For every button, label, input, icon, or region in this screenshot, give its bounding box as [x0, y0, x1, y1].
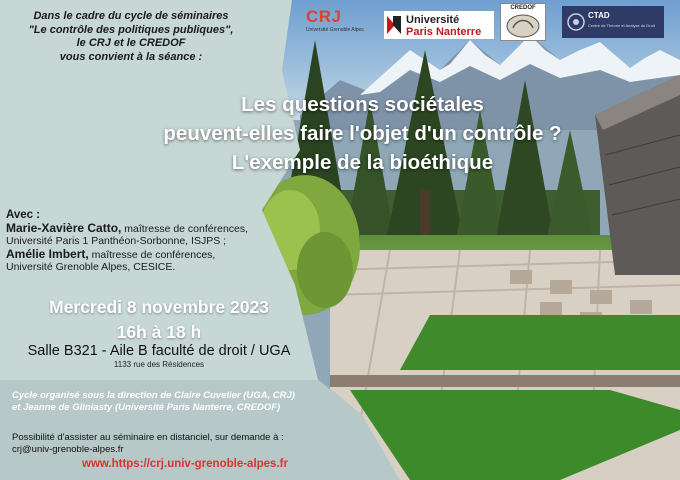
ctad-emblem-icon [566, 12, 586, 32]
title-line: Les questions sociétales [241, 93, 484, 116]
organizers-note [12, 390, 372, 414]
speaker-role: maîtresse de conférences, [121, 222, 249, 235]
partner-logos [300, 3, 680, 43]
event-datetime [0, 295, 318, 345]
universite-paris-nanterre-logo: Université Paris Nanterre [384, 11, 494, 39]
speakers-block [6, 209, 296, 274]
organizers-line: et Jeanne de Gliniasty (Université Paris Nanterre, CREDOF) [12, 402, 281, 413]
event-address: 1133 rue des Résidences [113, 360, 205, 369]
speaker-affiliation: Université Grenoble Alpes, CESICE. [6, 261, 176, 274]
ctad-logo: CTAD Centre de Théorie et Analyse du Droit [562, 6, 664, 38]
speaker-affiliation: Université Paris 1 Panthéon-Sorbonne, ISJPS ; [6, 235, 227, 248]
speaker-item [6, 222, 296, 248]
remote-attendance-note [12, 432, 382, 456]
seminar-title [85, 90, 640, 177]
credof-logo: CREDOF [500, 3, 546, 41]
speaker-name: Marie-Xavière Catto, [6, 220, 122, 235]
credof-emblem-icon [501, 12, 545, 42]
remote-line: Possibilité d'assister au séminaire en distanciel, sur demande à : [12, 432, 284, 443]
event-date: Mercredi 8 novembre 2023 [49, 297, 269, 317]
intro-line: vous convient à la séance : [59, 50, 203, 63]
event-time: 16h à 18 h [116, 322, 202, 342]
contact-email[interactable]: crj@univ-grenoble-alpes.fr [12, 444, 124, 455]
organizers-line: Cycle organisé sous la direction de Claire Cuvelier (UGA, CRJ) [12, 390, 295, 401]
speaker-name: Amélie Imbert, [6, 246, 89, 261]
title-line: peuvent-elles faire l'objet d'un contrôle ? [163, 122, 562, 145]
intro-line: "Le contrôle des politiques publiques", [28, 23, 234, 36]
intro-line: Dans le cadre du cycle de séminaires [33, 10, 229, 22]
speakers-heading: Avec : [6, 209, 41, 221]
nanterre-mark-icon [387, 16, 401, 34]
website-link[interactable]: www.https://crj.univ-grenoble-alpes.fr [82, 458, 288, 470]
title-line: L'exemple de la bioéthique [231, 151, 494, 174]
intro-line: le CRJ et le CREDOF [76, 37, 186, 50]
intro-text [0, 10, 262, 64]
crj-logo: CRJ Université Grenoble Alpes [306, 7, 364, 33]
event-room: Salle B321 - Aile B faculté de droit / UGA [27, 343, 291, 359]
speaker-role: maîtresse de conférences, [88, 248, 216, 261]
speaker-item [6, 248, 296, 274]
